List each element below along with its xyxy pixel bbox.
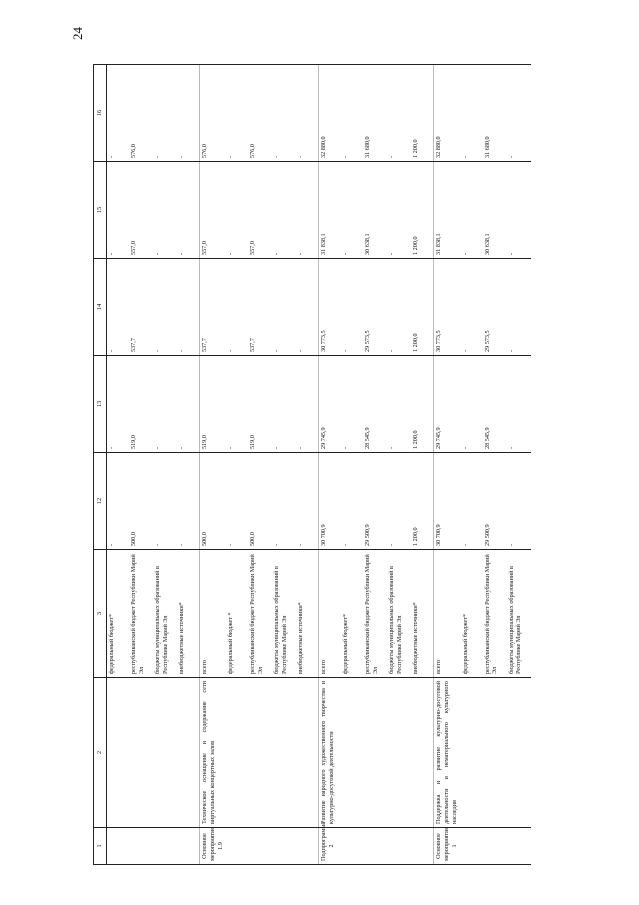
value-col-12: - — [296, 453, 319, 550]
value-col-16: 576,0 — [129, 65, 153, 162]
row-name — [129, 678, 153, 828]
value-col-12: 29 500,9 — [483, 453, 507, 550]
value-col-15: - — [387, 162, 411, 259]
value-col-16: - — [272, 65, 296, 162]
row-code: Основное мероприятие 1 — [434, 828, 461, 865]
row-name — [107, 678, 130, 828]
value-col-16: 31 680,0 — [483, 65, 507, 162]
value-col-14: - — [461, 259, 483, 356]
row-code — [461, 828, 483, 865]
value-col-15: - — [507, 162, 531, 259]
row-code — [107, 828, 130, 865]
row-code — [296, 828, 319, 865]
row-code — [153, 828, 177, 865]
value-col-12: 29 500,9 — [363, 453, 387, 550]
funding-source: бюджеты муниципальных образований в Республике Марий Эл — [507, 550, 531, 678]
value-col-15: 557,0 — [248, 162, 272, 259]
column-header: 1 — [94, 828, 107, 865]
row-name — [363, 678, 387, 828]
row-code — [129, 828, 153, 865]
row-name — [226, 678, 248, 828]
funding-source: бюджеты муниципальных образований в Республике Марий Эл — [272, 550, 296, 678]
value-col-13: - — [461, 356, 483, 453]
value-col-16: 32 880,0 — [319, 65, 342, 162]
value-col-14: - — [296, 259, 319, 356]
table-row — [296, 65, 319, 865]
value-col-15: 30 638,1 — [483, 162, 507, 259]
column-header: 13 — [94, 356, 107, 453]
value-col-12: 1 200,0 — [411, 453, 434, 550]
column-header: 12 — [94, 453, 107, 550]
row-name: Развитие народного художественного творчества и культурно-досуговой деятельности — [319, 678, 342, 828]
table-row — [107, 65, 130, 865]
value-col-15: - — [107, 162, 130, 259]
value-col-15: - — [226, 162, 248, 259]
value-col-15: - — [296, 162, 319, 259]
value-col-12: - — [153, 453, 177, 550]
value-col-13: 29 745,9 — [319, 356, 342, 453]
value-col-13: 1 200,0 — [411, 356, 434, 453]
row-code — [483, 828, 507, 865]
value-col-14: 30 773,5 — [319, 259, 342, 356]
table-row — [226, 65, 248, 865]
funding-source: внебюджетные источники* — [177, 550, 200, 678]
row-code: Основное мероприятие 1.9 — [200, 828, 227, 865]
value-col-12: 500,0 — [200, 453, 227, 550]
column-header: 2 — [94, 678, 107, 828]
row-name — [387, 678, 411, 828]
funding-source: федеральный бюджет* — [107, 550, 130, 678]
funding-source: федеральный бюджет* — [461, 550, 483, 678]
row-name: Техническое оснащение и содержание сети виртуальных концертных залов — [200, 678, 227, 828]
value-col-14: 537,7 — [248, 259, 272, 356]
value-col-13: 519,0 — [200, 356, 227, 453]
value-col-16: - — [341, 65, 363, 162]
table-row — [200, 65, 227, 865]
value-col-13: 28 545,9 — [483, 356, 507, 453]
row-name — [272, 678, 296, 828]
value-col-12: 500,0 — [129, 453, 153, 550]
value-col-13: - — [177, 356, 200, 453]
value-col-14: 537,7 — [129, 259, 153, 356]
column-header: 15 — [94, 162, 107, 259]
value-col-15: - — [177, 162, 200, 259]
table-row — [248, 65, 272, 865]
row-code — [507, 828, 531, 865]
value-col-14: - — [226, 259, 248, 356]
value-col-14: 29 573,5 — [363, 259, 387, 356]
value-col-13: - — [153, 356, 177, 453]
value-col-16: 1 200,0 — [411, 65, 434, 162]
value-col-15: 31 838,1 — [434, 162, 461, 259]
value-col-14: - — [507, 259, 531, 356]
value-col-14: - — [387, 259, 411, 356]
value-col-14: - — [177, 259, 200, 356]
row-code — [387, 828, 411, 865]
value-col-12: - — [177, 453, 200, 550]
table-row — [461, 65, 483, 865]
value-col-15: - — [461, 162, 483, 259]
funding-source: всего — [200, 550, 227, 678]
table-row — [483, 65, 507, 865]
funding-source: федеральный бюджет * — [226, 550, 248, 678]
funding-source: бюджеты муниципальных образований в Республике Марий Эл — [153, 550, 177, 678]
value-col-15: - — [341, 162, 363, 259]
value-col-13: - — [272, 356, 296, 453]
value-col-12: - — [461, 453, 483, 550]
value-col-16: - — [107, 65, 130, 162]
row-name — [461, 678, 483, 828]
value-col-16: - — [296, 65, 319, 162]
value-col-13: 519,0 — [129, 356, 153, 453]
table-row — [319, 65, 342, 865]
row-name: Поддержка и развитие культурно-досуговой деятельности и нематериального культурного наследия — [434, 678, 461, 828]
value-col-13: - — [341, 356, 363, 453]
row-name — [296, 678, 319, 828]
value-col-12: - — [387, 453, 411, 550]
table-row — [387, 65, 411, 865]
row-name — [248, 678, 272, 828]
row-code — [363, 828, 387, 865]
value-col-16: - — [507, 65, 531, 162]
table-row — [177, 65, 200, 865]
funding-source: внебюджетные источники* — [296, 550, 319, 678]
row-name — [177, 678, 200, 828]
page-number: 24 — [70, 27, 85, 40]
funding-source: республиканский бюджет Республики Марий Эл — [483, 550, 507, 678]
budget-table-frame — [93, 65, 601, 865]
value-col-16: - — [153, 65, 177, 162]
value-col-15: - — [153, 162, 177, 259]
value-col-12: - — [272, 453, 296, 550]
row-name — [341, 678, 363, 828]
value-col-12: - — [341, 453, 363, 550]
table-row — [272, 65, 296, 865]
table-row — [434, 65, 461, 865]
funding-source: республиканский бюджет Республики Марий Эл — [248, 550, 272, 678]
value-col-13: - — [296, 356, 319, 453]
row-name — [153, 678, 177, 828]
value-col-16: - — [177, 65, 200, 162]
value-col-13: - — [107, 356, 130, 453]
funding-source: всего — [319, 550, 342, 678]
table-row — [507, 65, 531, 865]
value-col-14: - — [107, 259, 130, 356]
row-code — [248, 828, 272, 865]
value-col-13: 519,0 — [248, 356, 272, 453]
value-col-16: - — [226, 65, 248, 162]
row-code: Подпрограмма 2 — [319, 828, 342, 865]
row-name — [507, 678, 531, 828]
value-col-14: 537,7 — [200, 259, 227, 356]
funding-source: федеральный бюджет* — [341, 550, 363, 678]
funding-source: бюджеты муниципальных образований в Республике Марий Эл — [387, 550, 411, 678]
value-col-12: 30 700,9 — [319, 453, 342, 550]
value-col-15: 557,0 — [200, 162, 227, 259]
funding-source: республиканский бюджет Республики Марий Эл — [363, 550, 387, 678]
value-col-12: - — [107, 453, 130, 550]
value-col-12: 30 700,9 — [434, 453, 461, 550]
value-col-14: - — [341, 259, 363, 356]
column-header: 16 — [94, 65, 107, 162]
table-row — [129, 65, 153, 865]
column-number-header — [94, 65, 107, 865]
row-name — [483, 678, 507, 828]
row-code — [226, 828, 248, 865]
value-col-12: - — [507, 453, 531, 550]
funding-source: республиканский бюджет Республики Марий Эл — [129, 550, 153, 678]
value-col-14: 1 200,0 — [411, 259, 434, 356]
funding-source: внебюджетные источники* — [411, 550, 434, 678]
table-row — [411, 65, 434, 865]
funding-source: всего — [434, 550, 461, 678]
value-col-14: - — [272, 259, 296, 356]
value-col-15: - — [272, 162, 296, 259]
column-header: 3 — [94, 550, 107, 678]
value-col-15: 1 200,0 — [411, 162, 434, 259]
value-col-16: - — [461, 65, 483, 162]
budget-table — [93, 64, 531, 865]
value-col-13: 29 745,9 — [434, 356, 461, 453]
table-row — [363, 65, 387, 865]
value-col-16: 576,0 — [200, 65, 227, 162]
value-col-13: 28 545,9 — [363, 356, 387, 453]
value-col-12: - — [226, 453, 248, 550]
row-name — [411, 678, 434, 828]
value-col-16: 31 680,0 — [363, 65, 387, 162]
value-col-15: 557,0 — [129, 162, 153, 259]
value-col-13: - — [507, 356, 531, 453]
value-col-13: - — [226, 356, 248, 453]
row-code — [411, 828, 434, 865]
row-code — [272, 828, 296, 865]
table-row — [153, 65, 177, 865]
value-col-15: 31 838,1 — [319, 162, 342, 259]
value-col-16: 576,0 — [248, 65, 272, 162]
value-col-14: - — [153, 259, 177, 356]
value-col-14: 30 773,5 — [434, 259, 461, 356]
row-code — [341, 828, 363, 865]
value-col-13: - — [387, 356, 411, 453]
value-col-14: 29 573,5 — [483, 259, 507, 356]
row-code — [177, 828, 200, 865]
table-row — [341, 65, 363, 865]
column-header: 14 — [94, 259, 107, 356]
value-col-15: 30 638,1 — [363, 162, 387, 259]
value-col-16: - — [387, 65, 411, 162]
value-col-16: 32 880,0 — [434, 65, 461, 162]
value-col-12: 500,0 — [248, 453, 272, 550]
